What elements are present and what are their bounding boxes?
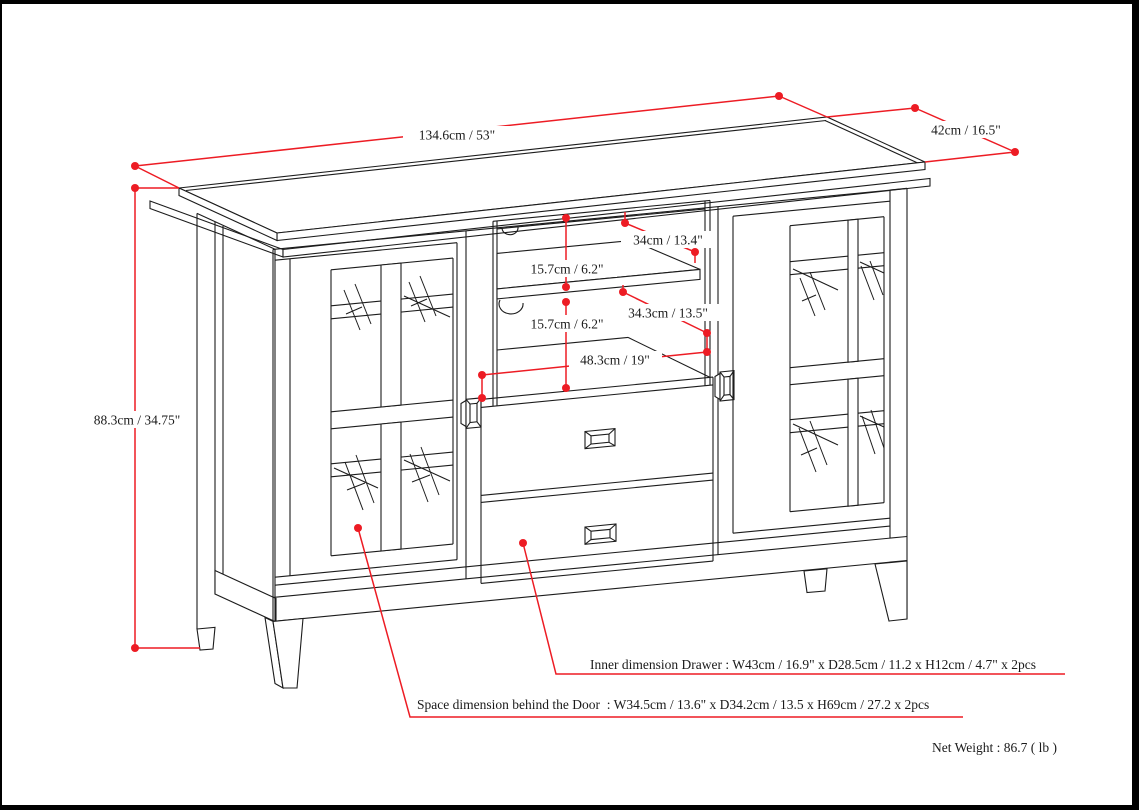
left-side-stretcher (215, 571, 276, 623)
right-door-knob (715, 371, 734, 401)
right-corner-post (890, 188, 907, 619)
shelf-cable-hole (499, 300, 523, 314)
width-dimension-label: 134.6cm / 53" (418, 127, 496, 143)
left-side-panel (197, 213, 276, 650)
opening-width-label: 48.3cm / 19" (580, 352, 650, 368)
net-weight-note: Net Weight : 86.7 ( lb ) (932, 740, 1058, 755)
door-space-dimension-note: Space dimension behind the Door : W34.5cm / 13.6" x D34.2cm / 13.5 x H69cm / 27.2 x 2pcs (417, 697, 930, 712)
front-right-leg (875, 561, 907, 621)
left-glass-door (275, 243, 457, 578)
height-dimension-label: 88.3cm / 34.75" (93, 412, 181, 428)
back-left-leg (197, 627, 215, 650)
drawer-inner-dimension-note: Inner dimension Drawer : W43cm / 16.9" x D28.5cm / 11.2 x H12cm / 4.7" x 2pcs (590, 657, 1036, 672)
upper-drawer-handle (585, 429, 615, 449)
right-door-lower-mullion (848, 378, 858, 506)
back-right-foot (804, 569, 827, 593)
left-door-lower-mullion (381, 422, 401, 551)
lower-drawer-handle (585, 524, 616, 544)
upper-shelf-height-label: 15.7cm / 6.2" (530, 261, 604, 277)
top-panel (150, 117, 930, 257)
left-door-knob (461, 398, 481, 429)
annotation-notes (417, 657, 1057, 755)
door-leader-line (358, 528, 963, 717)
opening-depth-label: 34.3cm / 13.5" (628, 305, 708, 321)
left-door-upper-mullion (381, 263, 401, 407)
lower-shelf-height-label: 15.7cm / 6.2" (530, 316, 604, 332)
depth-dimension-label: 42cm / 16.5" (931, 122, 1001, 138)
drawers (481, 377, 713, 583)
glass-reflection-marks (799, 261, 884, 472)
shelf-depth-label: 34cm / 13.4" (633, 232, 703, 248)
right-glass-door (733, 201, 890, 533)
drawer-leader-line (523, 543, 1065, 674)
right-door-upper-mullion (848, 219, 858, 362)
tv-stand-drawing (150, 117, 930, 688)
